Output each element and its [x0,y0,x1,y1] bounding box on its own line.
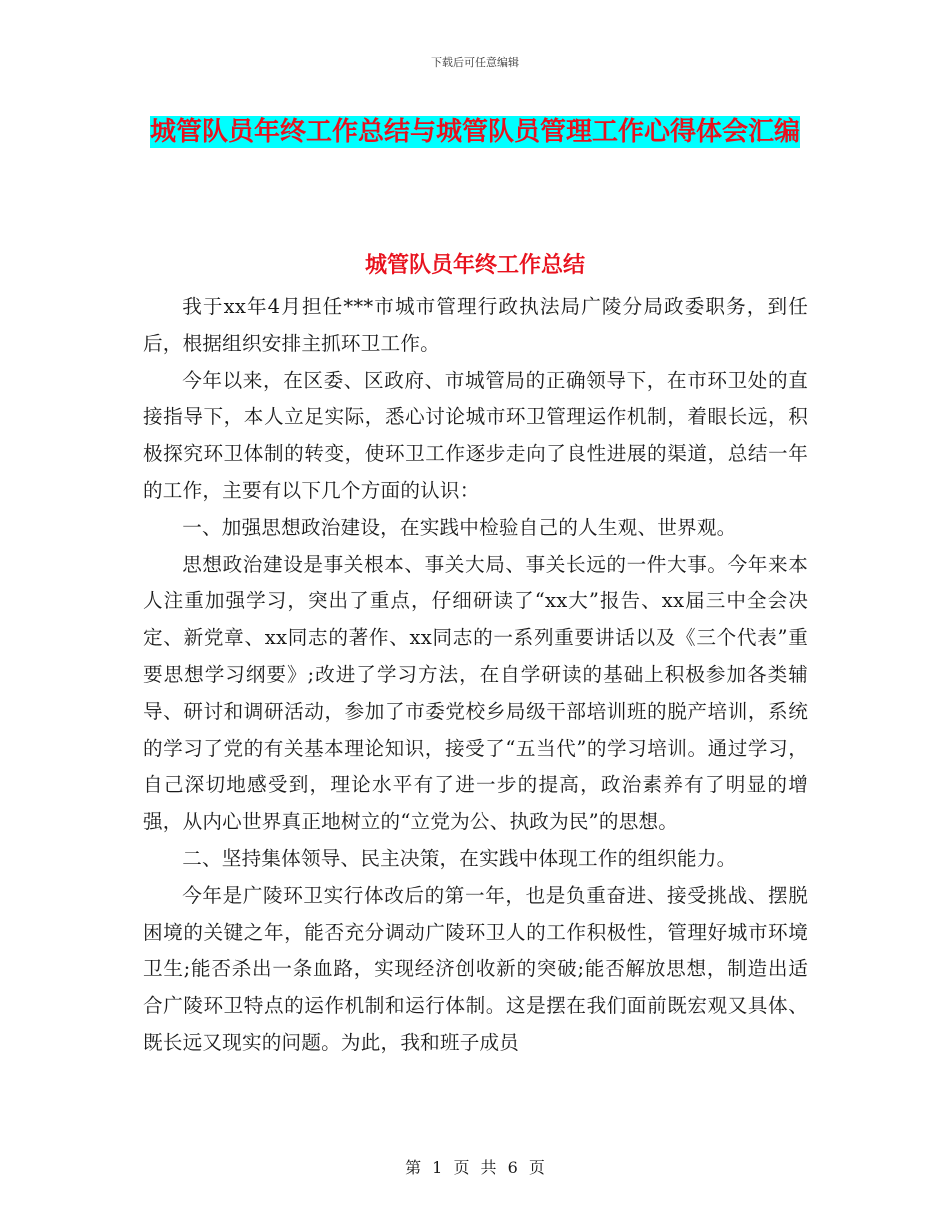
paragraph-heading: 二、坚持集体领导、民主决策，在实践中体现工作的组织能力。 [182,846,737,870]
paragraph: 今年以来，在区委、区政府、市城管局的正确领导下，在市环卫处的直接指导下，本人立足实际，悉心讨论城市环卫管理运作机制，着眼长远，积极探究环卫体制的转变，使环卫工作逐步走向了良性进展的渠道，总结一年的工作，主要有以下几个方面的认识： [143,368,808,502]
header-note: 下载后可任意编辑 [431,56,519,69]
document-title [140,112,810,152]
document-title-text: 城管队员年终工作总结与城管队员管理工作心得体会汇编 [149,117,800,147]
document-body [143,289,808,1062]
paragraph-heading: 一、加强思想政治建设，在实践中检验自己的人生观、世界观。 [182,515,737,539]
paragraph: 我于xx年4月担任***市城市管理行政执法局广陵分局政委职务，到任后，根据组织安排主抓环卫工作。 [143,295,808,355]
paragraph: 思想政治建设是事关根本、事关大局、事关长远的一件大事。今年来本人注重加强学习，突出了重点，仔细研读了“xx大”报告、xx届三中全会决定、新党章、xx同志的著作、xx同志的一系列重要讲话以及《三个代表”重要思想学习纲要》;改进了学习方法，在自学研读的基础上积极参加各类辅导、研讨和调研活动，参加了市委党校乡局级干部培训班的脱产培训，系统的学习了党的有关基本理论知识，接受了“五当代”的学习培训。通过学习，自己深切地感受到，理论水平有了进一步的提高，政治素养有了明显的增强，从内心世界真正地树立的“立党为公、执政为民”的思想。 [143,552,808,834]
page-footer: 第 1 页 共 6 页 [405,1158,545,1177]
paragraph: 今年是广陵环卫实行体改后的第一年，也是负重奋进、接受挑战、摆脱困境的关键之年，能否充分调动广陵环卫人的工作积极性，管理好城市环境卫生;能否杀出一条血路，实现经济创收新的突破;能否解放思想，制造出适合广陵环卫特点的运作机制和运行体制。这是摆在我们面前既宏观又具体、既长远又现实的问题。为此，我和班子成员 [143,883,808,1054]
section-title: 城管队员年终工作总结 [364,253,585,278]
